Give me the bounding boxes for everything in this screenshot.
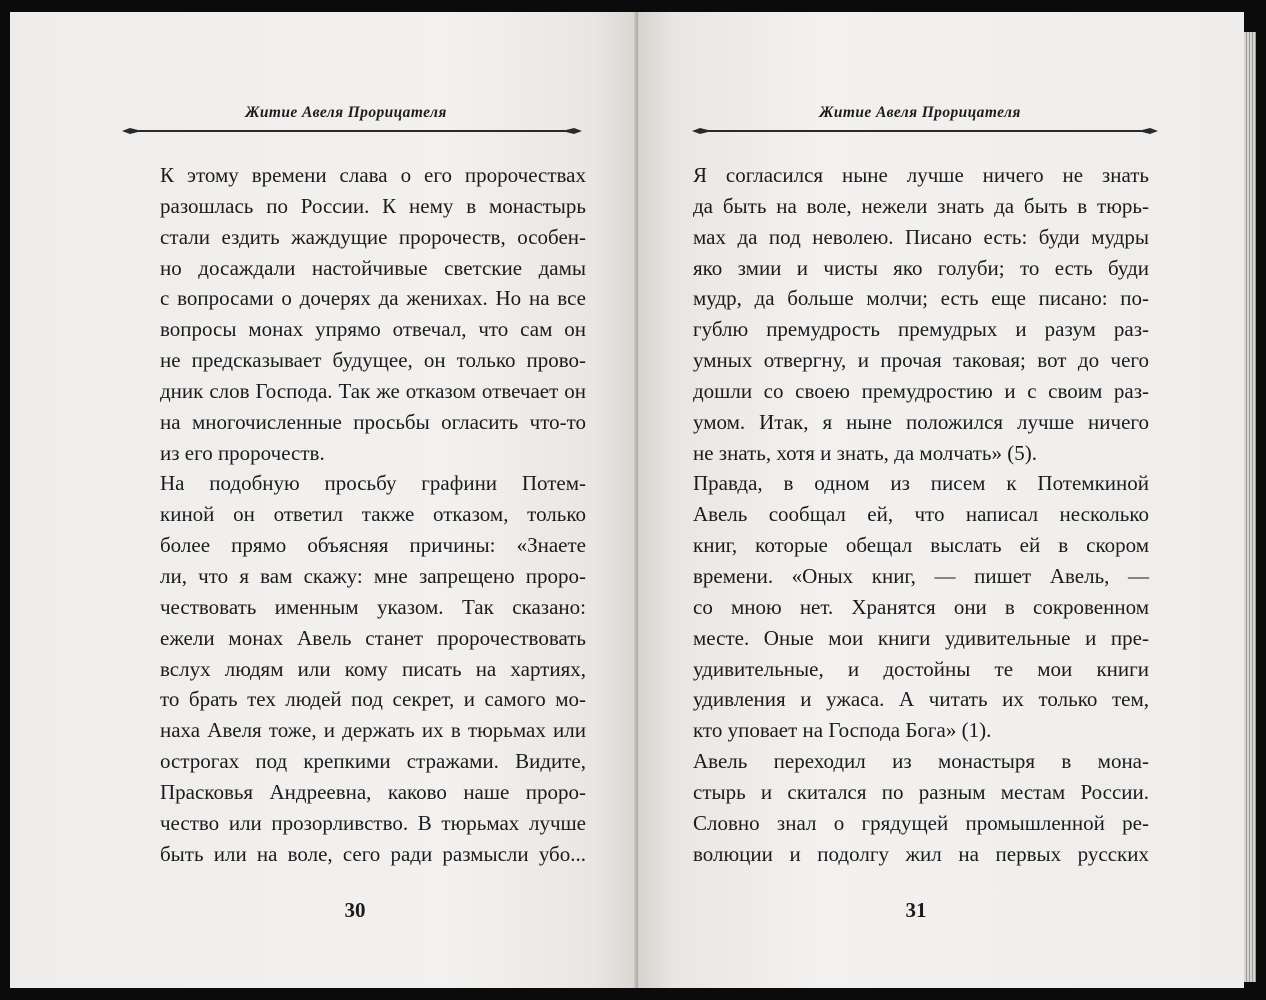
page-number: 30 [344, 898, 366, 922]
text-line: из его пророчеств. [160, 440, 325, 465]
text-line: книг, которые обещал выслать ей в скором [693, 533, 1149, 558]
header-ornament-rule [692, 126, 1158, 136]
text-line: кто уповает на Господа Бога» (1). [693, 718, 992, 743]
rule-line [708, 130, 1142, 132]
text-line: дошли со своею премудростию и с своим раз- [693, 378, 1149, 403]
text-line: умных отвергну, и прочая таковая; вот до чего [693, 348, 1149, 373]
rule-line [138, 130, 566, 132]
page-edges [1244, 32, 1256, 982]
text-line: наха Авеля тоже, и держать их в тюрьмах или [160, 718, 586, 743]
header-ornament-rule [122, 126, 582, 136]
ornament-tip-icon [1142, 127, 1158, 135]
text-line: Авель переходил из монастыря в мона- [693, 749, 1149, 774]
book-spread [10, 12, 1256, 988]
text-line: дник слов Господа. Так же отказом отвечает он [160, 378, 586, 403]
text-line: Авель сообщал ей, что написал несколько [693, 502, 1149, 527]
text-line: Словно знал о грядущей промышленной ре- [693, 810, 1149, 835]
text-line: На подобную просьбу графини Потем- [160, 471, 586, 496]
right-page [638, 12, 1244, 988]
text-line: то брать тех людей под секрет, и самого мо- [160, 687, 586, 712]
text-line: чество или прозорливство. В тюрьмах лучше [160, 810, 586, 835]
body-text [160, 160, 586, 869]
text-line: умом. Итак, я ныне положился лучше ничего [693, 409, 1149, 434]
text-line: с вопросами о дочерях да женихах. Но на все [160, 286, 586, 311]
text-line: ли, что я вам скажу: мне запрещено проро- [160, 563, 586, 588]
ornament-tip-icon [692, 127, 708, 135]
text-line: яко змии и чисты яко голуби; то есть буди [693, 255, 1149, 280]
text-line: не знать, хотя и знать, да молчать» (5). [693, 440, 1037, 465]
text-line: киной он ответил также отказом, только [160, 502, 586, 527]
text-line: острогах под крепкими стражами. Видите, [160, 749, 586, 774]
ornament-tip-icon [122, 127, 138, 135]
ornament-tip-icon [566, 127, 582, 135]
text-line: но досаждали настойчивые светские дамы [160, 255, 586, 280]
text-line: более прямо объясняя причины: «Знаете [160, 533, 586, 558]
text-line: разошлась по России. К нему в монастырь [160, 193, 586, 218]
text-line: К этому времени слава о его пророчествах [160, 163, 586, 187]
text-line: Правда, в одном из писем к Потемкиной [693, 471, 1149, 496]
running-header: Житие Авеля Прорицателя [819, 104, 1021, 121]
text-line: волюции и подолгу жил на первых русских [693, 841, 1149, 866]
text-line: стырь и скитался по разным местам России. [693, 779, 1149, 804]
text-line: вопросы монах упрямо отвечал, что сам он [160, 317, 586, 342]
text-line: времени. «Оных книг, — пишет Авель, — [693, 563, 1149, 588]
text-line: ежели монах Авель станет пророчествовать [160, 625, 586, 650]
text-line: Я согласился ныне лучше ничего не знать [693, 163, 1149, 187]
text-line: вслух людям или кому писать на хартиях, [160, 656, 586, 681]
text-line: не предсказывает будущее, он только прово- [160, 348, 586, 373]
page-number: 31 [905, 898, 927, 922]
text-line: мах да под неволею. Писано есть: буди мудры [693, 224, 1149, 249]
text-line: удивления и ужаса. А читать их только тем, [693, 687, 1149, 712]
body-text [693, 160, 1149, 869]
text-line: да быть на воле, нежели знать да быть в тюрь- [693, 193, 1149, 218]
text-line: стали ездить жаждущие пророчеств, особен- [160, 224, 586, 249]
text-line: мудр, да больше молчи; есть еще писано: по- [693, 286, 1149, 311]
text-line: быть или на воле, сего ради размысли убо... [160, 841, 586, 866]
text-line: со мною нет. Хранятся они в сокровенном [693, 594, 1149, 619]
text-line: чествовать именным указом. Так сказано: [160, 594, 586, 619]
text-line: удивительные, и достойны те мои книги [693, 656, 1149, 681]
left-page [10, 12, 638, 988]
text-line: гублю премудрость премудрых и разум раз- [693, 317, 1149, 342]
running-header: Житие Авеля Прорицателя [245, 104, 447, 121]
text-line: на многочисленные просьбы огласить что-то [160, 409, 586, 434]
text-line: Прасковья Андреевна, каково наше проро- [160, 779, 586, 804]
text-line: месте. Оные мои книги удивительные и пре- [693, 625, 1149, 650]
